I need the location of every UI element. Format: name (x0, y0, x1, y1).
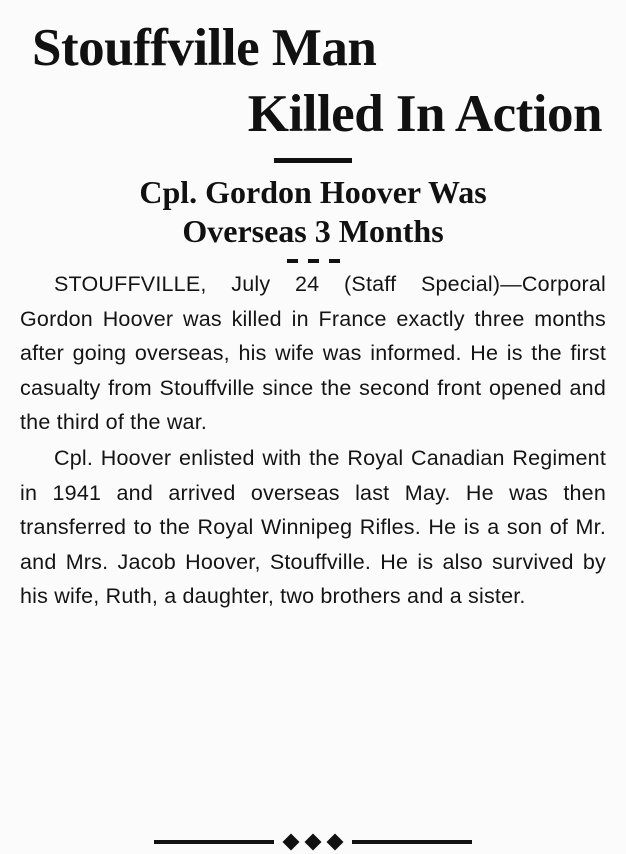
headline-line-2: Killed In Action (247, 85, 602, 144)
subheadline (18, 173, 608, 251)
subheadline-divider (18, 259, 608, 263)
page-title (18, 20, 608, 142)
divider-segment (329, 259, 340, 263)
footer-diamond (305, 834, 322, 851)
footer-diamond (327, 834, 344, 851)
footer-ornament (0, 836, 626, 848)
divider-segment (308, 259, 319, 263)
subheadline-line-2: Overseas 3 Months (182, 213, 444, 250)
subheadline-line-1: Cpl. Gordon Hoover Was (139, 174, 487, 211)
footer-bar-left (154, 840, 274, 844)
article-body (20, 267, 606, 613)
divider-bar (274, 158, 352, 163)
headline-divider (18, 158, 608, 163)
divider-segment (287, 259, 298, 263)
article-paragraph: Cpl. Hoover enlisted with the Royal Canadian Regiment in 1941 and arrived overseas last May. He was then transferred to the Royal Winnipeg Rifles. He is a son of Mr. and Mrs. Jacob Hoover, Stouffville. He is also survived by his wife, Ruth, a daughter, two brothers and a sister. (20, 446, 606, 608)
headline-line-1: Stouffville Man (32, 19, 377, 77)
article-paragraph: STOUFFVILLE, July 24 (Staff Special)—Corporal Gordon Hoover was killed in France exactly three months after going overseas, his wife was informed. He is the first casualty from Stouffville since the second front opened and the third of the war. (20, 272, 606, 434)
footer-bar-right (352, 840, 472, 844)
footer-diamond (283, 834, 300, 851)
